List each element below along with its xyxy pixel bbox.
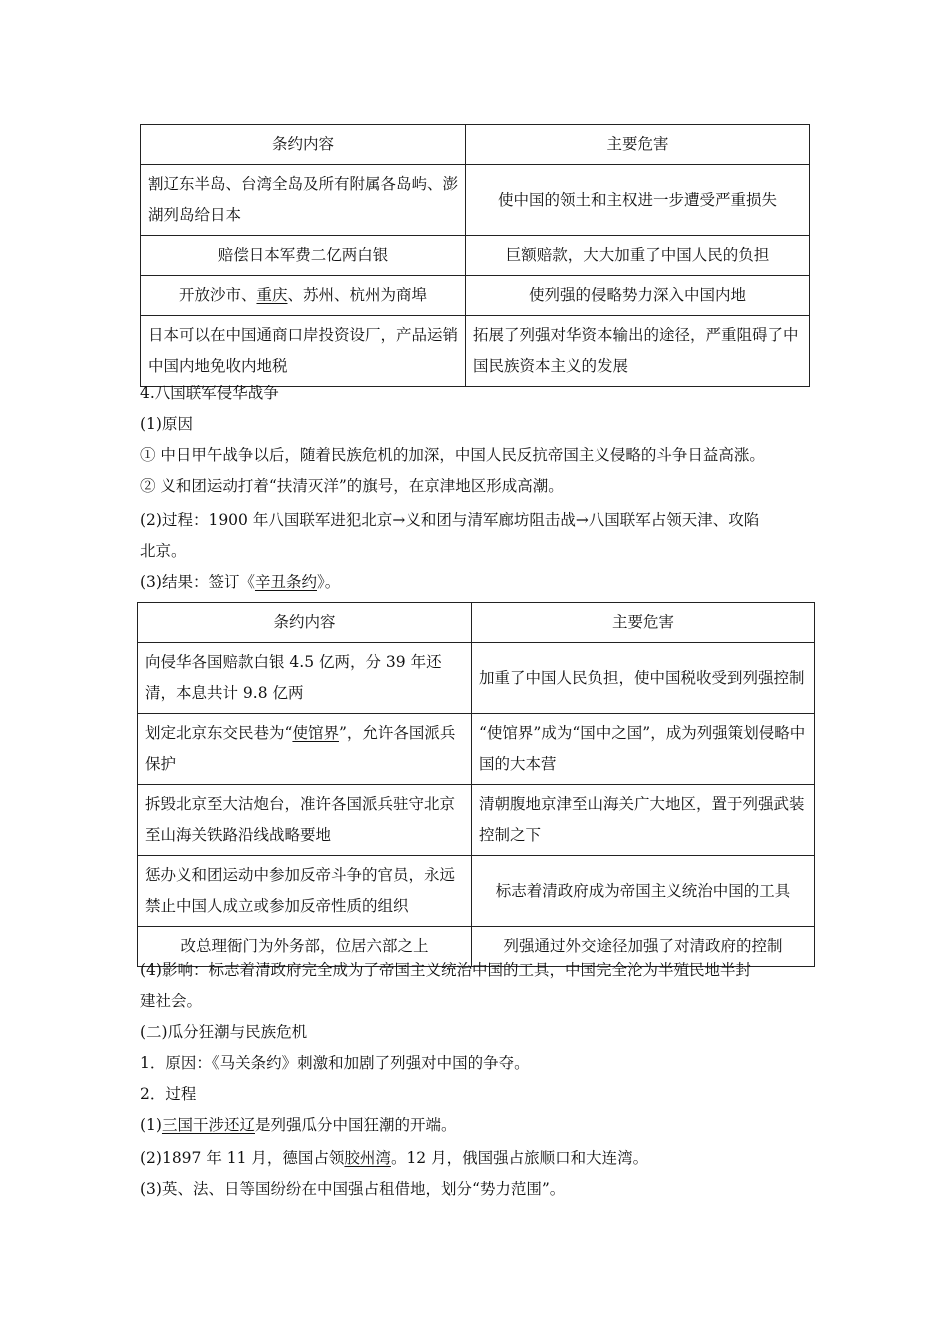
underlined-term: 三国干涉还辽 [161, 1116, 255, 1134]
text-segment: (3)结果：签订《 [140, 573, 255, 591]
table-row [141, 276, 810, 316]
treaty-content-cell: 赔偿日本军费二亿两白银 [141, 236, 466, 276]
table-row [138, 785, 815, 856]
paragraph: (2)过程：1900 年八国联军进犯北京→义和团与清军廊坊阻击战→八国联军占领天津、攻陷 [140, 511, 760, 529]
treaty-content-cell: 割辽东半岛、台湾全岛及所有附属各岛屿、澎湖列岛给日本 [141, 165, 466, 236]
treaty-content-cell: 日本可以在中国通商口岸投资设厂，产品运销中国内地免收内地税 [141, 316, 466, 387]
treaty-content-cell: 改总理衙门为外务部，位居六部之上 [138, 927, 472, 967]
column-header-harm: 主要危害 [466, 125, 810, 165]
text-segment: (2)1897 年 11 月，德国占领 [140, 1149, 345, 1167]
text-segment: ”，允许各国派兵保护 [145, 724, 456, 773]
underlined-term: 辛丑条约 [254, 573, 317, 591]
treaty-harm-cell: 加重了中国人民负担，使中国税收受到列强控制 [472, 643, 815, 714]
underlined-term: 胶州湾 [344, 1149, 391, 1167]
treaty-harm-cell: 巨额赔款，大大加重了中国人民的负担 [466, 236, 810, 276]
treaty-content-cell: 惩办义和团运动中参加反帝斗争的官员，永远禁止中国人成立或参加反帝性质的组织 [138, 856, 472, 927]
paragraph: 北京。 [140, 542, 187, 560]
text-segment: 》。 [316, 573, 341, 591]
table-row [138, 714, 815, 785]
table-row [141, 165, 810, 236]
paragraph: ① 中日甲午战争以后，随着民族危机的加深，中国人民反抗帝国主义侵略的斗争日益高涨。 [140, 446, 765, 464]
table-header-row [138, 603, 815, 643]
section-heading: (二)瓜分狂潮与民族危机 [140, 1023, 308, 1041]
underlined-term: 使馆界 [292, 724, 339, 742]
column-header-content: 条约内容 [138, 603, 472, 643]
text-segment: 开放沙市、 [178, 286, 257, 304]
table-row [138, 643, 815, 714]
paragraph: (3)英、法、日等国纷纷在中国强占租借地，划分“势力范围”。 [140, 1180, 566, 1198]
table-row [141, 316, 810, 387]
treaty-table-boxer [137, 602, 815, 967]
paragraph: 建社会。 [140, 992, 203, 1010]
paragraph [140, 567, 340, 598]
table-row [141, 236, 810, 276]
text-segment: 。12 月，俄国强占旅顺口和大连湾。 [390, 1149, 649, 1167]
treaty-harm-cell: 标志着清政府成为帝国主义统治中国的工具 [472, 856, 815, 927]
text-segment: 划定北京东交民巷为“ [145, 724, 293, 742]
treaty-harm-cell: “使馆界”成为“国中之国”，成为列强策划侵略中国的大本营 [472, 714, 815, 785]
treaty-content-cell [141, 276, 466, 316]
treaty-harm-cell: 使列强的侵略势力深入中国内地 [466, 276, 810, 316]
treaty-content-cell: 向侵华各国赔款白银 4.5 亿两，分 39 年还清，本息共计 9.8 亿两 [138, 643, 472, 714]
column-header-content: 条约内容 [141, 125, 466, 165]
treaty-harm-cell: 清朝腹地京津至山海关广大地区，置于列强武装控制之下 [472, 785, 815, 856]
paragraph [140, 1110, 457, 1141]
treaty-harm-cell: 使中国的领土和主权进一步遭受严重损失 [466, 165, 810, 236]
treaty-table-shimonoseki [140, 124, 810, 387]
paragraph: ② 义和团运动打着“扶清灭洋”的旗号，在京津地区形成高潮。 [140, 477, 564, 495]
treaty-content-cell [138, 714, 472, 785]
table-header-row [141, 125, 810, 165]
treaty-content-cell: 拆毁北京至大沽炮台，准许各国派兵驻守北京至山海关铁路沿线战略要地 [138, 785, 472, 856]
underlined-term: 重庆 [256, 286, 288, 304]
subheading-cause: (1)原因 [140, 415, 193, 433]
section-heading: 4.八国联军侵华战争 [140, 384, 279, 402]
treaty-harm-cell: 列强通过外交途径加强了对清政府的控制 [472, 927, 815, 967]
paragraph: (4)影响：标志着清政府完全成为了帝国主义统治中国的工具，中国完全沦为半殖民地半封 [140, 961, 751, 979]
table-row [138, 856, 815, 927]
column-header-harm: 主要危害 [472, 603, 815, 643]
treaty-harm-cell: 拓展了列强对华资本输出的途径，严重阻碍了中国民族资本主义的发展 [466, 316, 810, 387]
text-segment: (1) [140, 1116, 162, 1134]
text-segment: 是列强瓜分中国狂潮的开端。 [254, 1116, 457, 1134]
text-segment: 、苏州、杭州为商埠 [287, 286, 428, 304]
paragraph [140, 1143, 648, 1174]
paragraph: 1．原因：《马关条约》刺激和加剧了列强对中国的争夺。 [140, 1054, 530, 1072]
subheading-process: 2．过程 [140, 1085, 197, 1103]
